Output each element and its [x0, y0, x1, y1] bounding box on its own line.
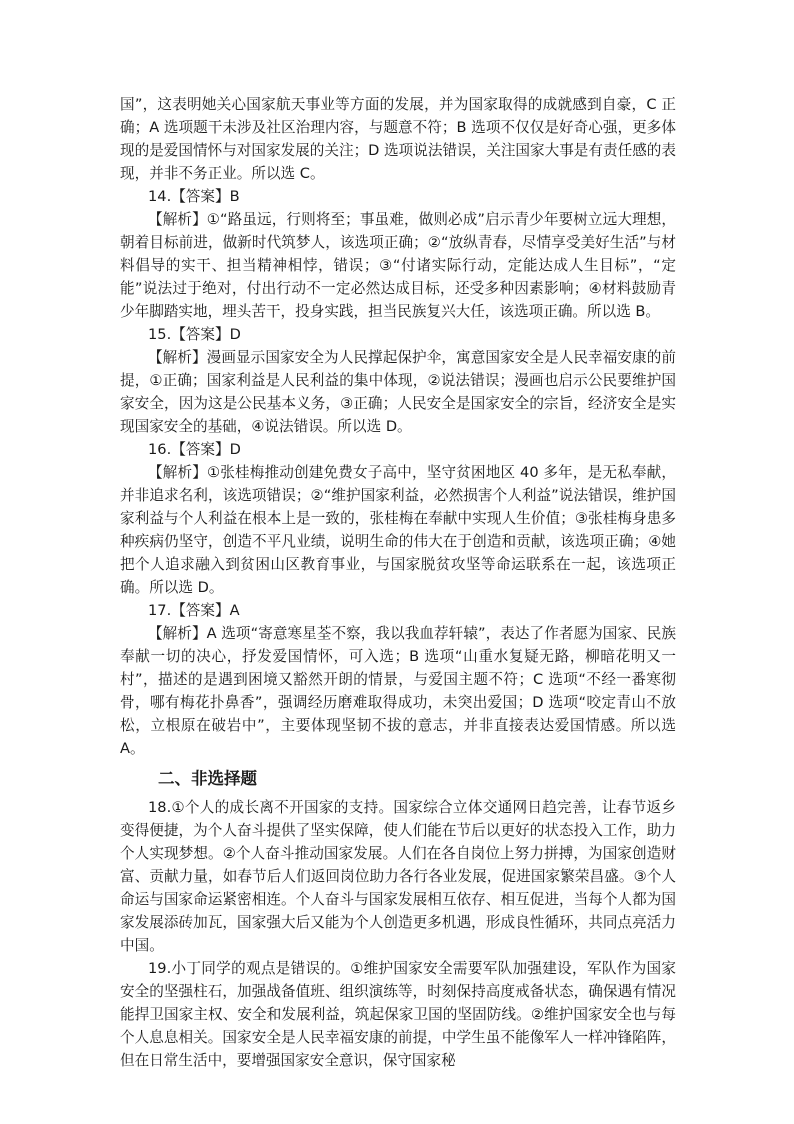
answer-q14: 14.【答案】B: [148, 188, 240, 205]
analysis-q16: 【解析】①张桂梅推动创建免费女子高中，坚守贫困地区 40 多年，是无私奉献，并非追求名利，该选项错误；②“维护国家利益，必然损害个人利益”说法错误，维护国家利益与个人利益在根本上是一致的，张桂梅在奉献中实现人生价值；③张桂梅身患多种疾病仍坚守，创造不平凡业绩，说明生命的伟大在于创造和贡献，该选项正确；④她把个人追求融入到贫困山区教育事业，与国家脱贫攻坚等命运联系在一起，该选项正确。所以选 D。: [120, 464, 676, 596]
paragraph-q13-continuation: 国”，这表明她关心国家航天事业等方面的发展，并为国家取得的成就感到自豪，C 正确；A 选项题干未涉及社区治理内容，与题意不符；B 选项不仅仅是好奇心强，更多体现的是爱国情怀与对国家发展的关注；D 选项说法错误，关注国家大事是有责任感的表现，并非不务正业。所以选 C。: [120, 96, 676, 182]
answer-q16: 16.【答案】D: [148, 441, 241, 458]
section-heading-non-choice: 二、非选择题: [158, 769, 257, 788]
answer-q17: 17.【答案】A: [148, 602, 240, 619]
answer-q15: 15.【答案】D: [148, 326, 241, 343]
analysis-q14: 【解析】①“路虽远，行则将至；事虽难，做则必成”启示青少年要树立远大理想，朝着目标前进，做新时代筑梦人，该选项正确；②“放纵青春，尽情享受美好生活”与材料倡导的实干、担当精神相悖，错误；③“付诸实际行动，定能达成人生目标”，“定能”说法过于绝对，付出行动不一定必然达成目标，还受多种因素影响；④材料鼓励青少年脚踏实地，埋头苦干，投身实践，担当民族复兴大任，该选项正确。所以选 B。: [120, 211, 676, 320]
analysis-q17: 【解析】A 选项“寄意寒星荃不察，我以我血荐轩辕”，表达了作者愿为国家、民族奉献一切的决心，抒发爱国情怀，可入选；B 选项“山重水复疑无路，柳暗花明又一村”，描述的是遇到困境又豁然开朗的情景，与爱国主题不符；C 选项“不经一番寒彻骨，哪有梅花扑鼻香”，强调经历磨难取得成功，未突出爱国；D 选项“咬定青山不放松，立根原在破岩中”，主要体现坚韧不拔的意志，并非直接表达爱国情感。所以选 A。: [120, 625, 676, 757]
answer-q18: 18.①个人的成长离不开国家的支持。国家综合立体交通网日趋完善，让春节返乡变得便捷，为个人奋斗提供了坚实保障，使人们能在节后以更好的状态投入工作，助力个人实现梦想。②个人奋斗推动国家发展。人们在各自岗位上努力拼搏，为国家创造财富、贡献力量，如春节后人们返回岗位助力各行各业发展，促进国家繁荣昌盛。③个人命运与国家命运紧密相连。个人奋斗与国家发展相互依存、相互促进，当每个人都为国家发展添砖加瓦，国家强大后又能为个人创造更多机遇，形成良性循环，共同点亮活力中国。: [120, 799, 676, 954]
answer-q19: 19.小丁同学的观点是错误的。①维护国家安全需要军队加强建设，军队作为国家安全的坚强柱石，加强战备值班、组织演练等，时刻保持高度戒备状态，确保遇有情况能捍卫国家主权、安全和发展利益，筑起保家卫国的坚固防线。②维护国家安全也与每个人息息相关。国家安全是人民幸福安康的前提，中学生虽不能像军人一样冲锋陷阵，但在日常生活中，要增强国家安全意识，保守国家秘: [120, 960, 676, 1069]
analysis-q15: 【解析】漫画显示国家安全为人民撑起保护伞，寓意国家安全是人民幸福安康的前提，①正确；国家利益是人民利益的集中体现，②说法错误；漫画也启示公民要维护国家安全，因为这是公民基本义务，③正确；人民安全是国家安全的宗旨，经济安全是实现国家安全的基础，④说法错误。所以选 D。: [120, 349, 676, 435]
document-page: [120, 93, 676, 1072]
